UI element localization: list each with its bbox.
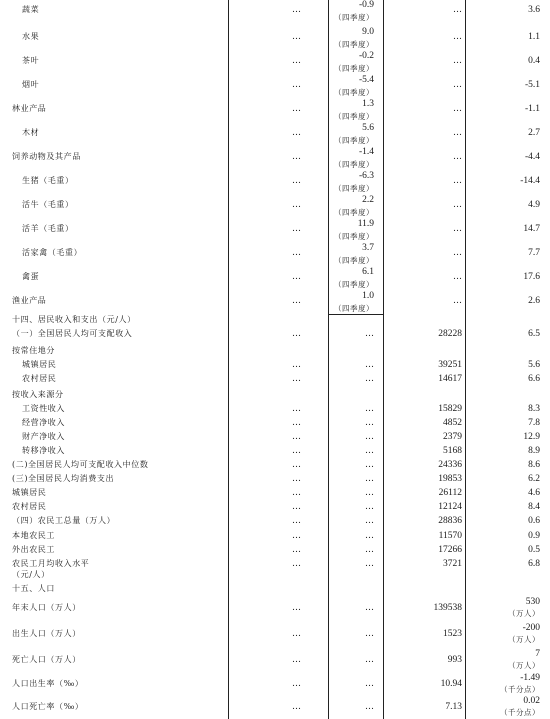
col2-value: -0.9 — [358, 0, 374, 10]
row-label: 人口死亡率（‰） — [12, 702, 84, 711]
column-divider-2 — [328, 0, 329, 719]
ellipsis-cell: … — [365, 603, 374, 613]
row-label: 水果 — [22, 32, 40, 41]
row-label: 木材 — [22, 128, 40, 137]
ellipsis-cell: … — [453, 56, 462, 66]
col4-value: 0.9 — [528, 531, 540, 541]
col4-value: 0.5 — [528, 545, 540, 555]
row-label: 茶叶 — [22, 56, 40, 65]
col2-unit: （四季度） — [334, 136, 374, 145]
col4-value: 17.6 — [523, 272, 540, 282]
col3-value: 993 — [447, 655, 462, 665]
col2-value: -5.4 — [358, 75, 374, 85]
ellipsis-cell: … — [453, 152, 462, 162]
col4-value: 8.9 — [528, 446, 540, 456]
col3-value: 3721 — [443, 559, 462, 569]
ellipsis-cell: … — [292, 32, 301, 42]
row-label: 城镇居民 — [12, 488, 47, 497]
col3-value: 14617 — [438, 374, 462, 384]
col3-value: 139538 — [433, 603, 462, 613]
row-label: 饲养动物及其产品 — [12, 152, 81, 161]
col3-value: 19853 — [438, 474, 462, 484]
ellipsis-cell: … — [292, 176, 301, 186]
col2-unit: （四季度） — [334, 232, 374, 241]
col3-value: 28836 — [438, 516, 462, 526]
col3-value: 17266 — [438, 545, 462, 555]
row-label: 生猪（毛重） — [22, 176, 74, 185]
row-label: 人口出生率（‰） — [12, 679, 84, 688]
row-label: 渔业产品 — [12, 296, 47, 305]
col4-value: 14.7 — [523, 224, 540, 234]
col4-value: 2.6 — [528, 296, 540, 306]
col4-value: 8.4 — [528, 502, 540, 512]
ellipsis-cell: … — [365, 629, 374, 639]
ellipsis-cell: … — [365, 418, 374, 428]
row-label: 年末人口（万人） — [12, 603, 81, 612]
col2-value: -6.3 — [358, 171, 374, 181]
row-label: 工资性收入 — [22, 404, 65, 413]
ellipsis-cell: … — [292, 702, 301, 712]
col4-value: 7.8 — [528, 418, 540, 428]
row-label: 十五、人口 — [12, 584, 55, 593]
row-label: 经营净收入 — [22, 418, 65, 427]
row-label: 按收入来源分 — [12, 390, 64, 399]
row-label: 农村居民 — [22, 374, 57, 383]
col4-unit: （万人） — [508, 635, 540, 644]
col3-value: 39251 — [438, 360, 462, 370]
ellipsis-cell: … — [292, 502, 301, 512]
ellipsis-cell: … — [365, 488, 374, 498]
col2-value: -0.2 — [358, 51, 374, 61]
ellipsis-cell: … — [453, 224, 462, 234]
col2-value: 5.6 — [362, 123, 374, 133]
ellipsis-cell: … — [292, 531, 301, 541]
ellipsis-cell: … — [292, 655, 301, 665]
ellipsis-cell: … — [453, 248, 462, 258]
col4-unit: （千分点） — [500, 708, 540, 717]
row-label: 死亡人口（万人） — [12, 655, 81, 664]
col4-value: 0.4 — [528, 56, 540, 66]
ellipsis-cell: … — [453, 104, 462, 114]
row-label: 十四、居民收入和支出（元/人） — [12, 315, 136, 324]
ellipsis-cell: … — [292, 418, 301, 428]
row-label: 农民工月均收入水平 — [12, 559, 90, 568]
col4-value: 12.9 — [523, 432, 540, 442]
col2-value: 6.1 — [362, 267, 374, 277]
col4-value: -14.4 — [520, 176, 540, 186]
row-label: 林业产品 — [12, 104, 47, 113]
col3-value: 4852 — [443, 418, 462, 428]
ellipsis-cell: … — [365, 655, 374, 665]
col2-value: 3.7 — [362, 243, 374, 253]
row-label: 活牛（毛重） — [22, 200, 74, 209]
row-label: 出生人口（万人） — [12, 629, 81, 638]
ellipsis-cell: … — [292, 329, 301, 339]
ellipsis-cell: … — [292, 152, 301, 162]
col2-unit: （四季度） — [334, 256, 374, 265]
row-label: 转移净收入 — [22, 446, 65, 455]
col2-value: 9.0 — [362, 27, 374, 37]
ellipsis-cell: … — [292, 272, 301, 282]
ellipsis-cell: … — [292, 224, 301, 234]
col3-value: 10.94 — [440, 679, 462, 689]
col4-value: -4.4 — [524, 152, 540, 162]
ellipsis-cell: … — [292, 545, 301, 555]
ellipsis-cell: … — [453, 128, 462, 138]
column-divider-4 — [465, 0, 466, 719]
col4-value: 6.2 — [528, 474, 540, 484]
col4-value: -1.49 — [520, 673, 540, 683]
col4-value: -5.1 — [524, 80, 540, 90]
col4-value: 0.02 — [523, 696, 540, 706]
ellipsis-cell: … — [365, 404, 374, 414]
col3-value: 7.13 — [445, 702, 462, 712]
row-label: （四）农民工总量（万人） — [12, 516, 116, 525]
ellipsis-cell: … — [292, 248, 301, 258]
ellipsis-cell: … — [365, 502, 374, 512]
col4-value: 8.3 — [528, 404, 540, 414]
row-label: (二)全国居民人均可支配收入中位数 — [12, 460, 149, 469]
ellipsis-cell: … — [292, 629, 301, 639]
ellipsis-cell: … — [292, 516, 301, 526]
ellipsis-cell: … — [365, 545, 374, 555]
row-label: 烟叶 — [22, 80, 40, 89]
ellipsis-cell: … — [365, 531, 374, 541]
col2-unit: （四季度） — [334, 112, 374, 121]
col2-unit: （四季度） — [334, 88, 374, 97]
ellipsis-cell: … — [292, 404, 301, 414]
col2-value: 11.9 — [357, 219, 374, 229]
col4-value: 6.8 — [528, 559, 540, 569]
ellipsis-cell: … — [292, 80, 301, 90]
ellipsis-cell: … — [292, 432, 301, 442]
ellipsis-cell: … — [292, 200, 301, 210]
col4-value: 2.7 — [528, 128, 540, 138]
col4-value: 7 — [535, 649, 540, 659]
col2-unit: （四季度） — [334, 280, 374, 289]
row-label: 城镇居民 — [22, 360, 57, 369]
row-label: 按常住地分 — [12, 346, 55, 355]
col3-value: 28228 — [438, 329, 462, 339]
col4-unit: （万人） — [508, 661, 540, 670]
row-label: 农村居民 — [12, 502, 47, 511]
col2-value: -1.4 — [358, 147, 374, 157]
ellipsis-cell: … — [292, 603, 301, 613]
ellipsis-cell: … — [453, 200, 462, 210]
col3-value: 12124 — [438, 502, 462, 512]
ellipsis-cell: … — [453, 296, 462, 306]
ellipsis-cell: … — [292, 488, 301, 498]
col4-value: 1.1 — [528, 32, 540, 42]
col3-value: 15829 — [438, 404, 462, 414]
ellipsis-cell: … — [453, 80, 462, 90]
ellipsis-cell: … — [365, 679, 374, 689]
col4-value: -1.1 — [524, 104, 540, 114]
col4-value: 6.5 — [528, 329, 540, 339]
ellipsis-cell: … — [365, 446, 374, 456]
col4-value: 6.6 — [528, 374, 540, 384]
ellipsis-cell: … — [453, 272, 462, 282]
column-3-rule — [329, 314, 383, 315]
col2-unit: （四季度） — [334, 160, 374, 169]
row-label: （一）全国居民人均可支配收入 — [12, 329, 133, 338]
row-label: 蔬菜 — [22, 5, 40, 14]
ellipsis-cell: … — [292, 446, 301, 456]
ellipsis-cell: … — [453, 5, 462, 15]
col3-value: 26112 — [438, 488, 462, 498]
ellipsis-cell: … — [365, 460, 374, 470]
ellipsis-cell: … — [292, 474, 301, 484]
ellipsis-cell: … — [292, 128, 301, 138]
ellipsis-cell: … — [292, 56, 301, 66]
ellipsis-cell: … — [292, 5, 301, 15]
col2-unit: （四季度） — [334, 13, 374, 22]
ellipsis-cell: … — [292, 679, 301, 689]
col2-unit: （四季度） — [334, 304, 374, 313]
ellipsis-cell: … — [292, 296, 301, 306]
column-divider-3 — [383, 0, 384, 719]
col4-value: -200 — [522, 623, 540, 633]
row-label: 本地农民工 — [12, 531, 55, 540]
col4-value: 0.6 — [528, 516, 540, 526]
column-divider-1 — [228, 0, 229, 719]
col4-value: 3.6 — [528, 5, 540, 15]
ellipsis-cell: … — [365, 702, 374, 712]
row-label-continued: （元/人） — [12, 570, 50, 579]
col4-value: 8.6 — [528, 460, 540, 470]
col2-value: 1.3 — [362, 99, 374, 109]
ellipsis-cell: … — [365, 474, 374, 484]
col3-value: 24336 — [438, 460, 462, 470]
ellipsis-cell: … — [292, 374, 301, 384]
ellipsis-cell: … — [365, 360, 374, 370]
row-label: 禽蛋 — [22, 272, 40, 281]
ellipsis-cell: … — [365, 432, 374, 442]
col4-value: 5.6 — [528, 360, 540, 370]
row-label: 活家禽（毛重） — [22, 248, 83, 257]
col3-value: 1523 — [443, 629, 462, 639]
col4-value: 7.7 — [528, 248, 540, 258]
col2-value: 2.2 — [362, 195, 374, 205]
col2-unit: （四季度） — [334, 64, 374, 73]
col2-unit: （四季度） — [334, 208, 374, 217]
col4-unit: （万人） — [508, 609, 540, 618]
ellipsis-cell: … — [292, 460, 301, 470]
ellipsis-cell: … — [365, 516, 374, 526]
col2-unit: （四季度） — [334, 40, 374, 49]
col3-value: 2379 — [443, 432, 462, 442]
ellipsis-cell: … — [453, 32, 462, 42]
col4-value: 4.9 — [528, 200, 540, 210]
row-label: 财产净收入 — [22, 432, 65, 441]
row-label: (三)全国居民人均消费支出 — [12, 474, 115, 483]
col4-value: 4.6 — [528, 488, 540, 498]
ellipsis-cell: … — [292, 559, 301, 569]
col2-value: 1.0 — [362, 291, 374, 301]
col4-value: 530 — [525, 597, 540, 607]
col3-value: 11570 — [438, 531, 462, 541]
col4-unit: （千分点） — [500, 685, 540, 694]
col3-value: 5168 — [443, 446, 462, 456]
col2-unit: （四季度） — [334, 184, 374, 193]
ellipsis-cell: … — [365, 329, 374, 339]
ellipsis-cell: … — [453, 176, 462, 186]
ellipsis-cell: … — [365, 374, 374, 384]
row-label: 外出农民工 — [12, 545, 55, 554]
ellipsis-cell: … — [292, 360, 301, 370]
ellipsis-cell: … — [292, 104, 301, 114]
ellipsis-cell: … — [365, 559, 374, 569]
row-label: 活羊（毛重） — [22, 224, 74, 233]
